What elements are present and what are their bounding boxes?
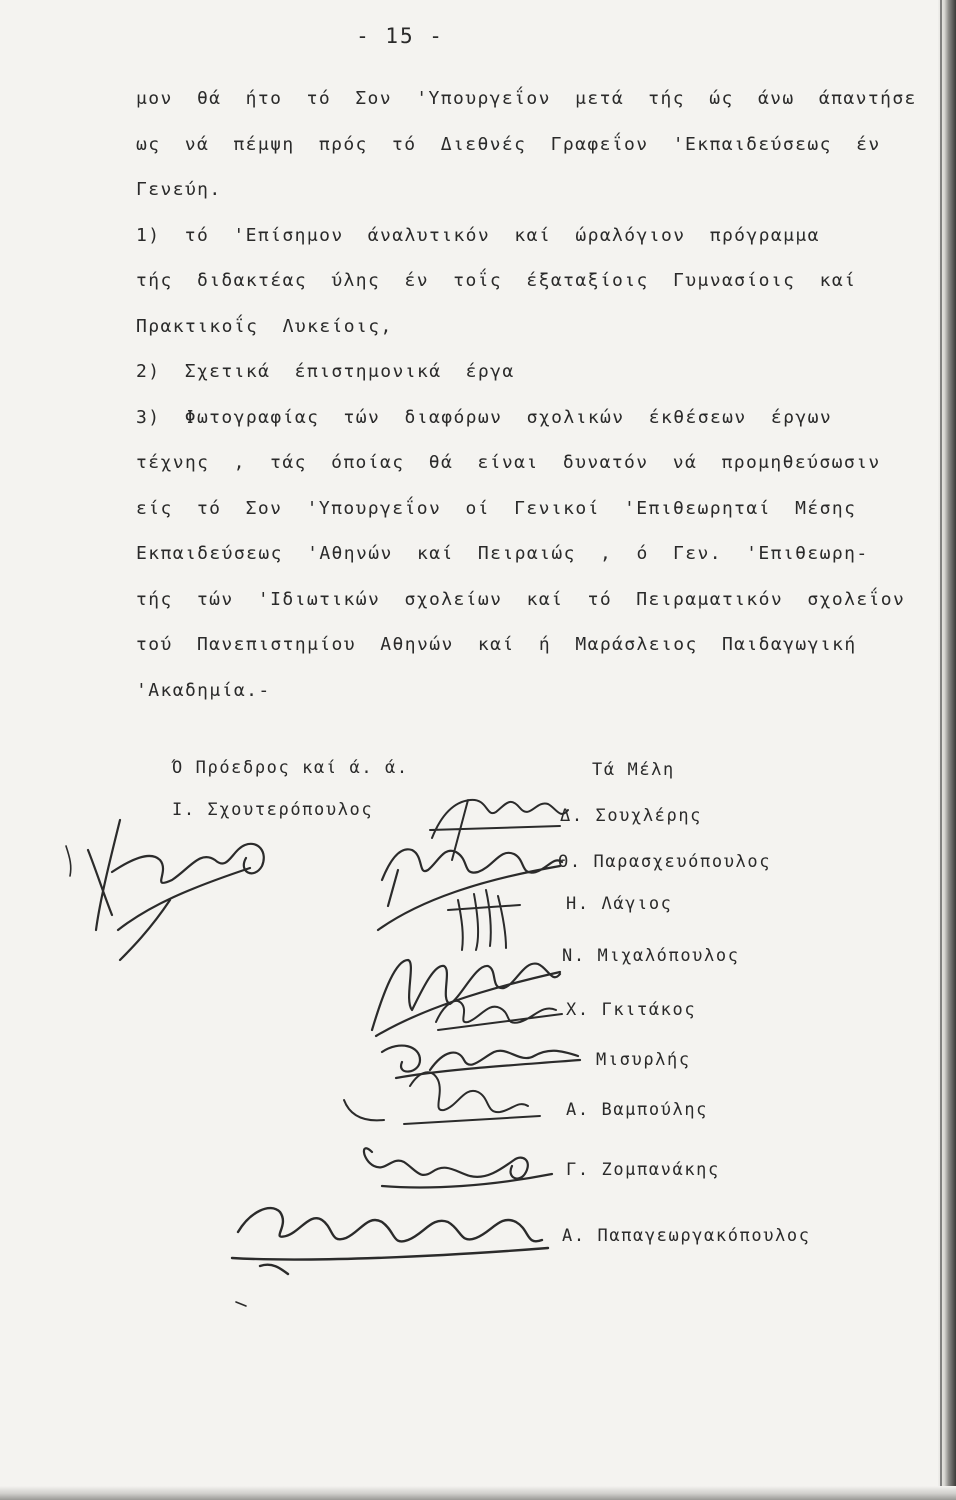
text-line: είς τό Σον 'Υπουργεΐον οί Γενικοί 'Επιθεωρηταί Μέσης	[136, 497, 857, 519]
text-line: 'Ακαδημία.-	[136, 679, 271, 701]
member-name: Χ. Γκιτάκος	[566, 1000, 697, 1020]
member-name: Δ. Σουχλέρης	[560, 806, 703, 826]
signature-member-papageorgakopoulos	[232, 1208, 548, 1274]
member-name: Θ. Παρασχευόπουλος	[558, 852, 772, 872]
text-line: μον θά ήτο τό Σον 'Υπουργεΐον μετά τής ώς άνω άπαντήσε	[136, 88, 917, 109]
page-number: - 15 -	[356, 24, 444, 48]
text-line: τού Πανεπιστημίου Αθηνών καί ή Μαράσλειος Παιδαγωγική	[136, 634, 857, 655]
text-line: 3) Φωτογραφίας τών διαφόρων σχολικών έκθέσεων έργων	[136, 406, 833, 428]
president-name: Ι. Σχουτερόπουλος	[172, 800, 374, 820]
signature-member-michalopoulos	[372, 960, 560, 1036]
text-line: 2) Σχετικά έπιστημονικά έργα	[136, 361, 515, 382]
members-title: Τά Μέλη	[592, 760, 675, 780]
president-title: Ό Πρόεδρος καί ά. ά.	[172, 758, 409, 778]
member-name: Ν. Μιχαλόπουλος	[562, 946, 740, 966]
ink-mark	[66, 846, 71, 876]
signature-member-vampoulis	[344, 1072, 540, 1124]
text-line: 1) τό 'Επίσημον άναλυτικόν καί ώραλόγιον πρόγραμμα	[136, 224, 820, 246]
text-line: Πρακτικοΐς Λυκείοις,	[136, 315, 393, 337]
signature-member-lagios	[448, 890, 520, 950]
text-line: τής τών 'Ιδιωτικών σχολείων καί τό Πειραματικόν σχολεΐον	[136, 588, 906, 610]
text-line: Εκπαιδεύσεως 'Αθηνών καί Πειραιώς , ό Γεν. 'Επιθεωρη-	[136, 543, 869, 564]
signature-member-gkitakos	[436, 1001, 562, 1030]
member-name: Α. Βαμπούλης	[566, 1100, 709, 1120]
text-line: ως νά πέμψη πρός τό Διεθνές Γραφεΐον 'Εκπαιδεύσεως έν	[136, 133, 881, 155]
text-line: τέχνης , τάς όποίας θά είναι δυνατόν νά προμηθεύσωσιν	[136, 452, 881, 473]
signature-member-paraschevopoulos	[378, 849, 562, 930]
signature-president	[88, 820, 264, 960]
member-name: Η. Λάγιος	[566, 894, 673, 914]
member-name: Α. Παπαγεωργακόπουλος	[562, 1226, 811, 1246]
member-name: Μισυρλής	[596, 1050, 691, 1070]
signature-member-zompanakis	[364, 1148, 552, 1187]
signature-member-misyrlis	[382, 1046, 580, 1078]
text-line: Γενεύη.	[136, 179, 222, 200]
ink-mark	[236, 1302, 246, 1306]
member-name: Γ. Ζομπανάκης	[566, 1160, 720, 1180]
text-line: τής διδακτέας ύλης έν τοΐς έξαταξίοις Γυμνασίοις καί	[136, 270, 857, 291]
